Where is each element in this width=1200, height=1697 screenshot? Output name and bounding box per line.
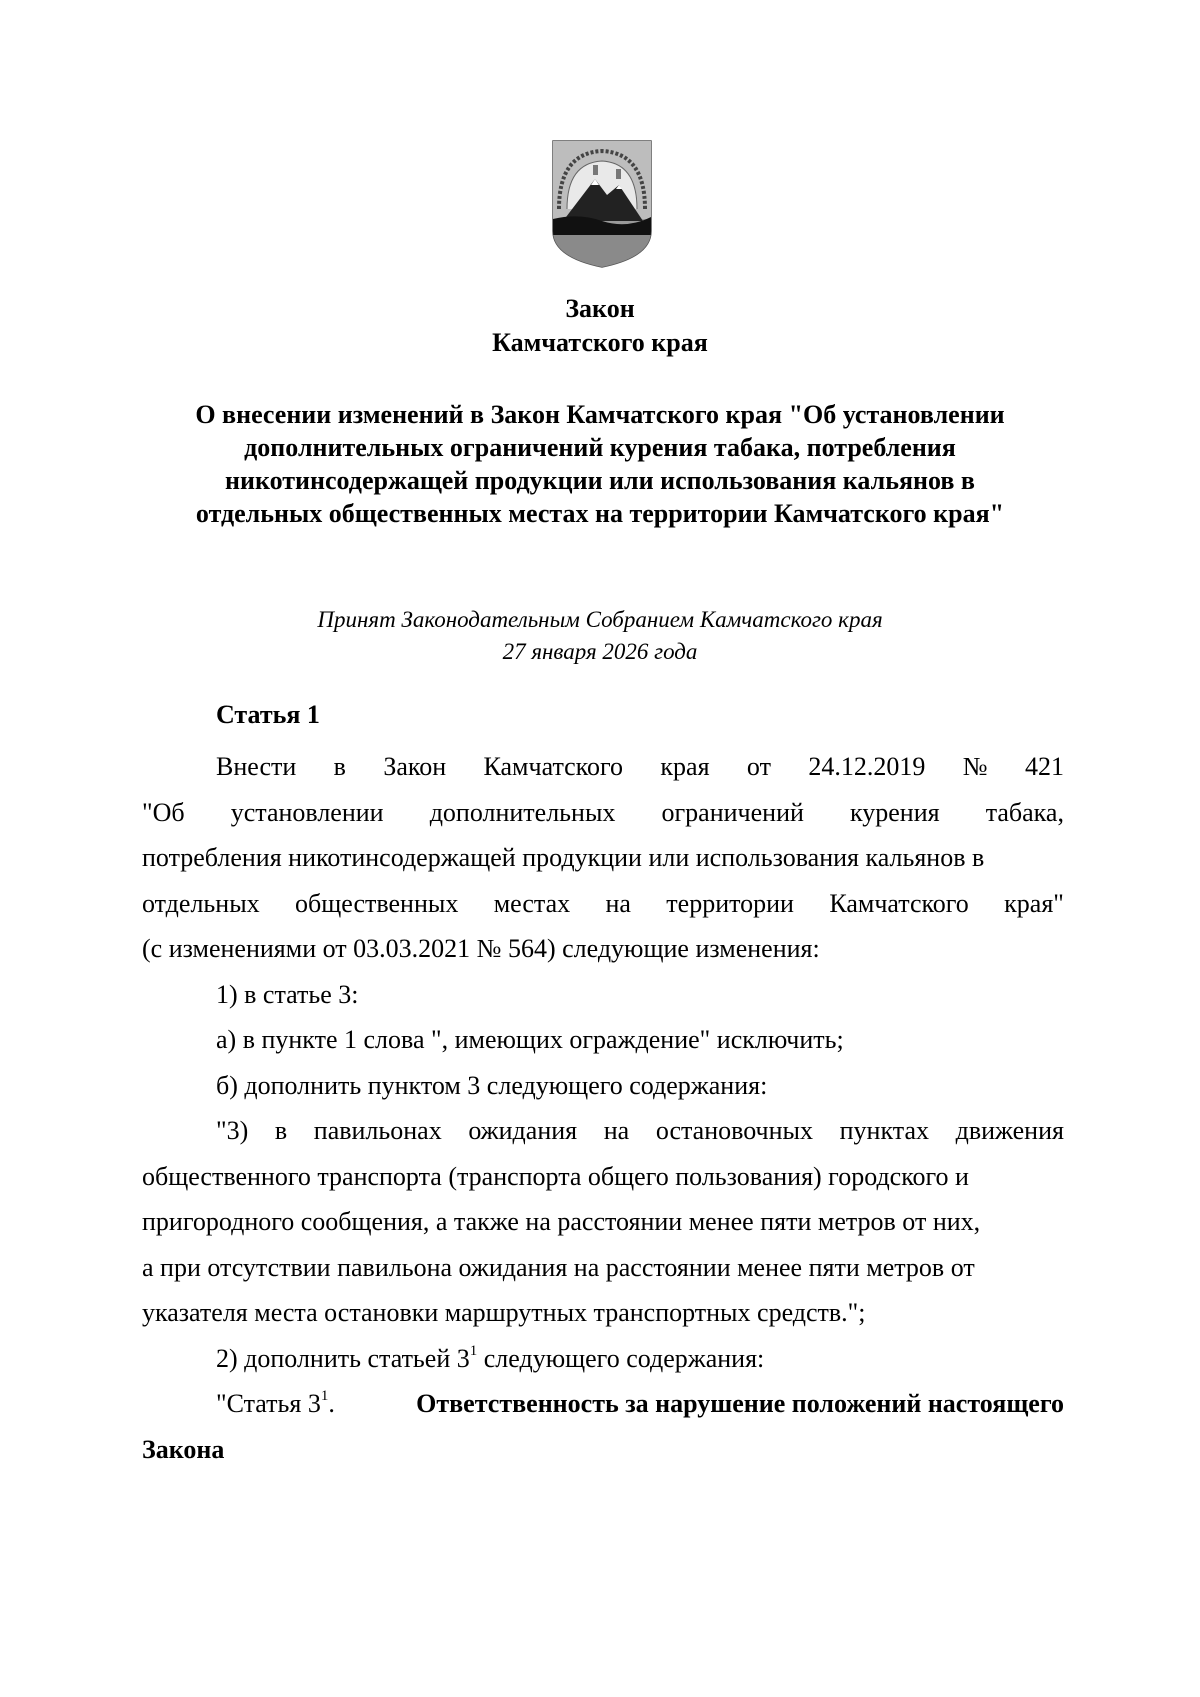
item2-prefix: 2) дополнить статьей 3	[216, 1343, 470, 1373]
adoption-line: Принят Законодательным Собранием Камчатского края	[317, 607, 883, 632]
new-article-dot: .	[328, 1389, 335, 1418]
word: от	[746, 752, 771, 781]
subject-title	[140, 398, 1060, 530]
list-item: 1) в статье 3:	[216, 979, 359, 1009]
new-article-prefix: "Статья 3	[216, 1389, 321, 1418]
subject-line: никотинсодержащей продукции или использования кальянов в	[225, 466, 975, 495]
word: на	[603, 1116, 630, 1145]
word: общественных	[295, 888, 459, 918]
text-line: потребления никотинсодержащей продукции или использования кальянов в	[142, 843, 985, 872]
new-article-label	[216, 1381, 335, 1427]
word: табака,	[985, 797, 1064, 827]
word: установлении	[230, 797, 384, 827]
text-line: а при отсутствии павильона ожидания на расстоянии менее пяти метров от	[142, 1252, 975, 1282]
list-item	[142, 1336, 1064, 1382]
subject-line: О внесении изменений в Закон Камчатского края "Об установлении	[195, 400, 1005, 429]
new-article-title: Ответственность за нарушение положений настоящего	[416, 1389, 1064, 1418]
word: №	[962, 752, 988, 781]
word: отдельных	[142, 888, 260, 918]
word: в	[333, 752, 346, 781]
article-heading: Статья 1	[216, 700, 320, 729]
text-line: (с изменениями от 03.03.2021 № 564) следующие изменения:	[142, 934, 820, 963]
word: Закон	[383, 752, 447, 781]
word: края"	[1004, 888, 1064, 918]
word: павильонах	[313, 1116, 442, 1145]
article-body	[142, 744, 1064, 1472]
item2-suffix: следующего содержания:	[477, 1343, 765, 1373]
superscript: 1	[320, 1388, 329, 1405]
justified-line	[142, 744, 1064, 790]
word: "Об	[142, 797, 185, 827]
justified-line	[142, 790, 1064, 836]
word: курения	[850, 797, 940, 827]
word: ожидания	[468, 1116, 578, 1145]
text-line: общественного транспорта (транспорта общего пользования) городского и	[142, 1161, 969, 1191]
justified-line	[142, 1108, 1064, 1154]
law-label: Закон	[565, 294, 635, 323]
word: на	[605, 888, 631, 918]
word: 24.12.2019	[808, 752, 926, 781]
word: пунктах	[839, 1116, 929, 1145]
justified-line	[142, 881, 1064, 927]
list-item: а) в пункте 1 слова ", имеющих ограждение" исключить;	[216, 1025, 844, 1054]
word: Камчатского	[829, 888, 969, 918]
word: 421	[1024, 752, 1064, 781]
word: края	[660, 752, 710, 781]
new-article-title-cont: Закона	[142, 1434, 225, 1464]
subject-line: дополнительных ограничений курения табака, потребления	[244, 433, 956, 462]
word: местах	[493, 888, 571, 918]
word: движения	[955, 1116, 1064, 1145]
list-item: б) дополнить пунктом 3 следующего содержания:	[216, 1070, 768, 1100]
word: "3)	[216, 1116, 249, 1145]
word: Камчатского	[483, 752, 623, 781]
word: в	[274, 1116, 288, 1145]
word: территории	[666, 888, 794, 918]
word: Внести	[216, 752, 297, 781]
new-article-heading	[142, 1381, 1064, 1427]
subject-line: отдельных общественных местах на территории Камчатского края"	[195, 499, 1005, 528]
adoption-date: 27 января 2026 года	[502, 639, 698, 664]
word: ограничений	[661, 797, 804, 827]
kamchatka-coat-of-arms-icon	[549, 139, 655, 269]
word: дополнительных	[429, 797, 616, 827]
region-title: Камчатского края	[492, 328, 708, 357]
superscript: 1	[469, 1342, 478, 1359]
word: остановочных	[655, 1116, 814, 1145]
text-line: пригородного сообщения, а также на расстоянии менее пяти метров от них,	[142, 1207, 981, 1236]
text-line: указателя места остановки маршрутных транспортных средств.";	[142, 1298, 866, 1327]
